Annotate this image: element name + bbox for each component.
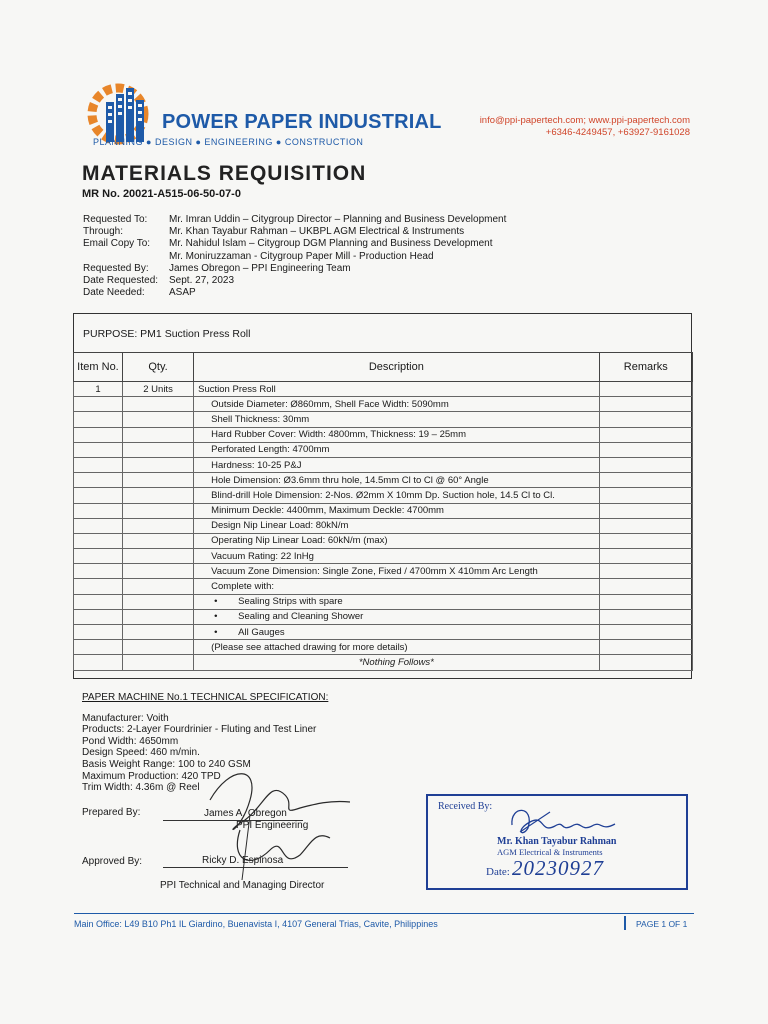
table-row [74, 655, 693, 670]
purpose-line: PURPOSE: PM1 Suction Press Roll [83, 328, 251, 340]
description-cell: Design Nip Linear Load: 80kN/m [194, 518, 599, 533]
description-cell: Operating Nip Linear Load: 60kN/m (max) [194, 533, 599, 548]
item-no-cell [74, 655, 123, 670]
meta-requested-to [83, 214, 506, 226]
table-row [74, 473, 693, 488]
item-no-cell [74, 397, 123, 412]
description-cell: Hard Rubber Cover: Width: 4800mm, Thickness: 19 – 25mm [194, 427, 599, 442]
table-row [74, 427, 693, 442]
item-no-cell [74, 503, 123, 518]
table-row [74, 609, 693, 624]
meta-email-copy-2 [83, 251, 506, 263]
qty-cell [122, 397, 193, 412]
table-row [74, 625, 693, 640]
bullet-text: Sealing Strips with spare [238, 596, 343, 608]
approved-by-name: Ricky D. Espinosa [202, 855, 284, 866]
item-no-cell [74, 518, 123, 533]
spec-line: Manufacturer: Voith [82, 712, 169, 724]
header-description: Description [194, 353, 599, 382]
description-cell: Suction Press Roll [194, 382, 599, 397]
remarks-cell [599, 594, 692, 609]
prepared-by-label: Prepared By: [82, 807, 141, 818]
remarks-cell [599, 549, 692, 564]
contact-phone: +6346-4249457, +63927-9161028 [545, 127, 690, 138]
qty-cell [122, 427, 193, 442]
remarks-cell [599, 533, 692, 548]
spec-line: Products: 2-Layer Fourdrinier - Fluting and Test Liner [82, 724, 317, 736]
meta-email-copy [83, 238, 506, 250]
table-row [74, 640, 693, 655]
description-cell: Complete with: [194, 579, 599, 594]
approved-by-role: PPI Technical and Managing Director [160, 880, 325, 891]
meta-label: Date Needed: [83, 287, 145, 299]
description-cell [194, 609, 599, 624]
approved-by-label: Approved By: [82, 856, 143, 867]
description-cell: Perforated Length: 4700mm [194, 442, 599, 457]
remarks-cell [599, 412, 692, 427]
meta-value: James Obregon – PPI Engineering Team [169, 262, 351, 274]
company-name: POWER PAPER INDUSTRIAL [162, 111, 442, 133]
description-cell: Minimum Deckle: 4400mm, Maximum Deckle: 4700mm [194, 503, 599, 518]
meta-date-needed [83, 287, 506, 299]
header-remarks: Remarks [599, 353, 692, 382]
description-cell [194, 625, 599, 640]
mr-number: MR No. 20021-A515-06-50-07-0 [82, 188, 241, 200]
description-cell: Hardness: 10-25 P&J [194, 457, 599, 472]
meta-label: Date Requested: [83, 275, 159, 287]
bullet-icon: • [214, 626, 218, 638]
company-tagline: PLANNING ● DESIGN ● ENGINEERING ● CONSTRUCTION [93, 137, 364, 147]
description-cell: Hole Dimension: Ø3.6mm thru hole, 14.5mm Cl to Cl @ 60° Angle [194, 473, 599, 488]
table-row [74, 457, 693, 472]
table-row [74, 442, 693, 457]
qty-cell [122, 518, 193, 533]
item-no-cell [74, 609, 123, 624]
qty-cell [122, 564, 193, 579]
description-cell: Blind-drill Hole Dimension: 2-Nos. Ø2mm X 10mm Dp. Suction hole, 14.5 Cl to Cl. [194, 488, 599, 503]
meta-value: Mr. Moniruzzaman - Citygroup Paper Mill - Production Head [169, 250, 434, 262]
remarks-cell [599, 579, 692, 594]
remarks-cell [599, 518, 692, 533]
item-no-cell [74, 488, 123, 503]
table-row [74, 564, 693, 579]
meta-value: Mr. Imran Uddin – Citygroup Director – Planning and Business Development [169, 214, 507, 225]
description-cell: *Nothing Follows* [194, 655, 599, 670]
item-no-cell [74, 625, 123, 640]
remarks-cell [599, 609, 692, 624]
meta-value: Mr. Khan Tayabur Rahman – UKBPL AGM Electrical & Instruments [169, 226, 465, 238]
table-row [74, 503, 693, 518]
remarks-cell [599, 397, 692, 412]
table-row [74, 382, 693, 397]
remarks-cell [599, 625, 692, 640]
item-no-cell: 1 [74, 382, 123, 397]
bullet-text: All Gauges [238, 626, 285, 638]
qty-cell [122, 473, 193, 488]
meta-label: Requested By: [83, 262, 149, 274]
qty-cell [122, 609, 193, 624]
table-row [74, 533, 693, 548]
item-no-cell [74, 564, 123, 579]
remarks-cell [599, 442, 692, 457]
spec-line: Maximum Production: 420 TPD [82, 770, 221, 782]
description-cell: Vacuum Rating: 22 InHg [194, 549, 599, 564]
qty-cell [122, 579, 193, 594]
qty-cell [122, 442, 193, 457]
remarks-cell [599, 473, 692, 488]
meta-date-requested [83, 275, 506, 287]
received-date-label: Date: [486, 866, 510, 878]
prepared-by-role: PPI Engineering [236, 820, 309, 831]
description-cell: Outside Diameter: Ø860mm, Shell Face Width: 5090mm [194, 397, 599, 412]
remarks-cell [599, 564, 692, 579]
qty-cell [122, 594, 193, 609]
receiver-role: AGM Electrical & Instruments [497, 847, 603, 857]
table-row [74, 397, 693, 412]
item-no-cell [74, 457, 123, 472]
qty-cell [122, 412, 193, 427]
qty-cell: 2 Units [122, 382, 193, 397]
spec-line: Design Speed: 460 m/min. [82, 747, 200, 759]
request-meta [83, 214, 506, 299]
qty-cell [122, 457, 193, 472]
footer-divider [74, 913, 694, 914]
qty-cell [122, 655, 193, 670]
table-row [74, 549, 693, 564]
item-no-cell [74, 594, 123, 609]
footer-address: Main Office: L49 B10 Ph1 IL Giardino, Buenavista I, 4107 General Trias, Cavite, Philippines [74, 919, 438, 929]
handwritten-signatures [190, 760, 370, 890]
remarks-cell [599, 503, 692, 518]
qty-cell [122, 625, 193, 640]
received-date-value: 20230927 [512, 856, 604, 880]
remarks-cell [599, 457, 692, 472]
description-cell [194, 594, 599, 609]
description-cell: Shell Thickness: 30mm [194, 412, 599, 427]
prepared-by-name: James A. Obregon [204, 808, 287, 819]
qty-cell [122, 640, 193, 655]
meta-value: Sept. 27, 2023 [169, 275, 235, 287]
spec-line: Pond Width: 4650mm [82, 735, 179, 747]
meta-value: ASAP [169, 287, 196, 299]
footer-separator [624, 916, 626, 930]
meta-through [83, 226, 506, 238]
bullet-icon: • [214, 596, 218, 608]
bullet-text: Sealing and Cleaning Shower [238, 611, 364, 623]
remarks-cell [599, 427, 692, 442]
remarks-cell [599, 488, 692, 503]
item-no-cell [74, 549, 123, 564]
item-no-cell [74, 412, 123, 427]
qty-cell [122, 488, 193, 503]
remarks-cell [599, 640, 692, 655]
qty-cell [122, 549, 193, 564]
contact-email-web: info@ppi-papertech.com; www.ppi-papertech.com [479, 115, 690, 126]
meta-value: Mr. Nahidul Islam – Citygroup DGM Planning and Business Development [169, 238, 493, 250]
meta-label: Through: [83, 226, 124, 238]
header-item-no: Item No. [74, 353, 123, 382]
receiver-signature [500, 800, 630, 840]
item-no-cell [74, 533, 123, 548]
description-cell: Vacuum Zone Dimension: Single Zone, Fixed / 4700mm X 410mm Arc Length [194, 564, 599, 579]
table-row [74, 594, 693, 609]
header-qty: Qty. [122, 353, 193, 382]
meta-label: Email Copy To: [83, 238, 151, 250]
table-row [74, 579, 693, 594]
bullet-icon: • [214, 611, 218, 623]
item-no-cell [74, 427, 123, 442]
items-table [73, 352, 693, 671]
page-number: PAGE 1 OF 1 [636, 919, 688, 929]
spec-line: Basis Weight Range: 100 to 240 GSM [82, 758, 251, 770]
table-row [74, 412, 693, 427]
meta-label: Requested To: [83, 214, 148, 225]
document-title: MATERIALS REQUISITION [82, 162, 367, 185]
remarks-cell [599, 655, 692, 670]
spec-line: Trim Width: 4.36m @ Reel [82, 782, 200, 794]
qty-cell [122, 503, 193, 518]
received-by-label: Received By: [438, 801, 493, 812]
item-no-cell [74, 473, 123, 488]
remarks-cell [599, 382, 692, 397]
qty-cell [122, 533, 193, 548]
item-no-cell [74, 579, 123, 594]
receiver-name: Mr. Khan Tayabur Rahman [497, 836, 617, 847]
tech-spec-title: PAPER MACHINE No.1 TECHNICAL SPECIFICATION: [82, 692, 329, 703]
table-header-row [74, 353, 693, 382]
meta-requested-by [83, 263, 506, 275]
item-no-cell [74, 640, 123, 655]
description-cell: (Please see attached drawing for more details) [194, 640, 599, 655]
table-row [74, 518, 693, 533]
contact-info [480, 115, 690, 139]
item-no-cell [74, 442, 123, 457]
table-row [74, 488, 693, 503]
